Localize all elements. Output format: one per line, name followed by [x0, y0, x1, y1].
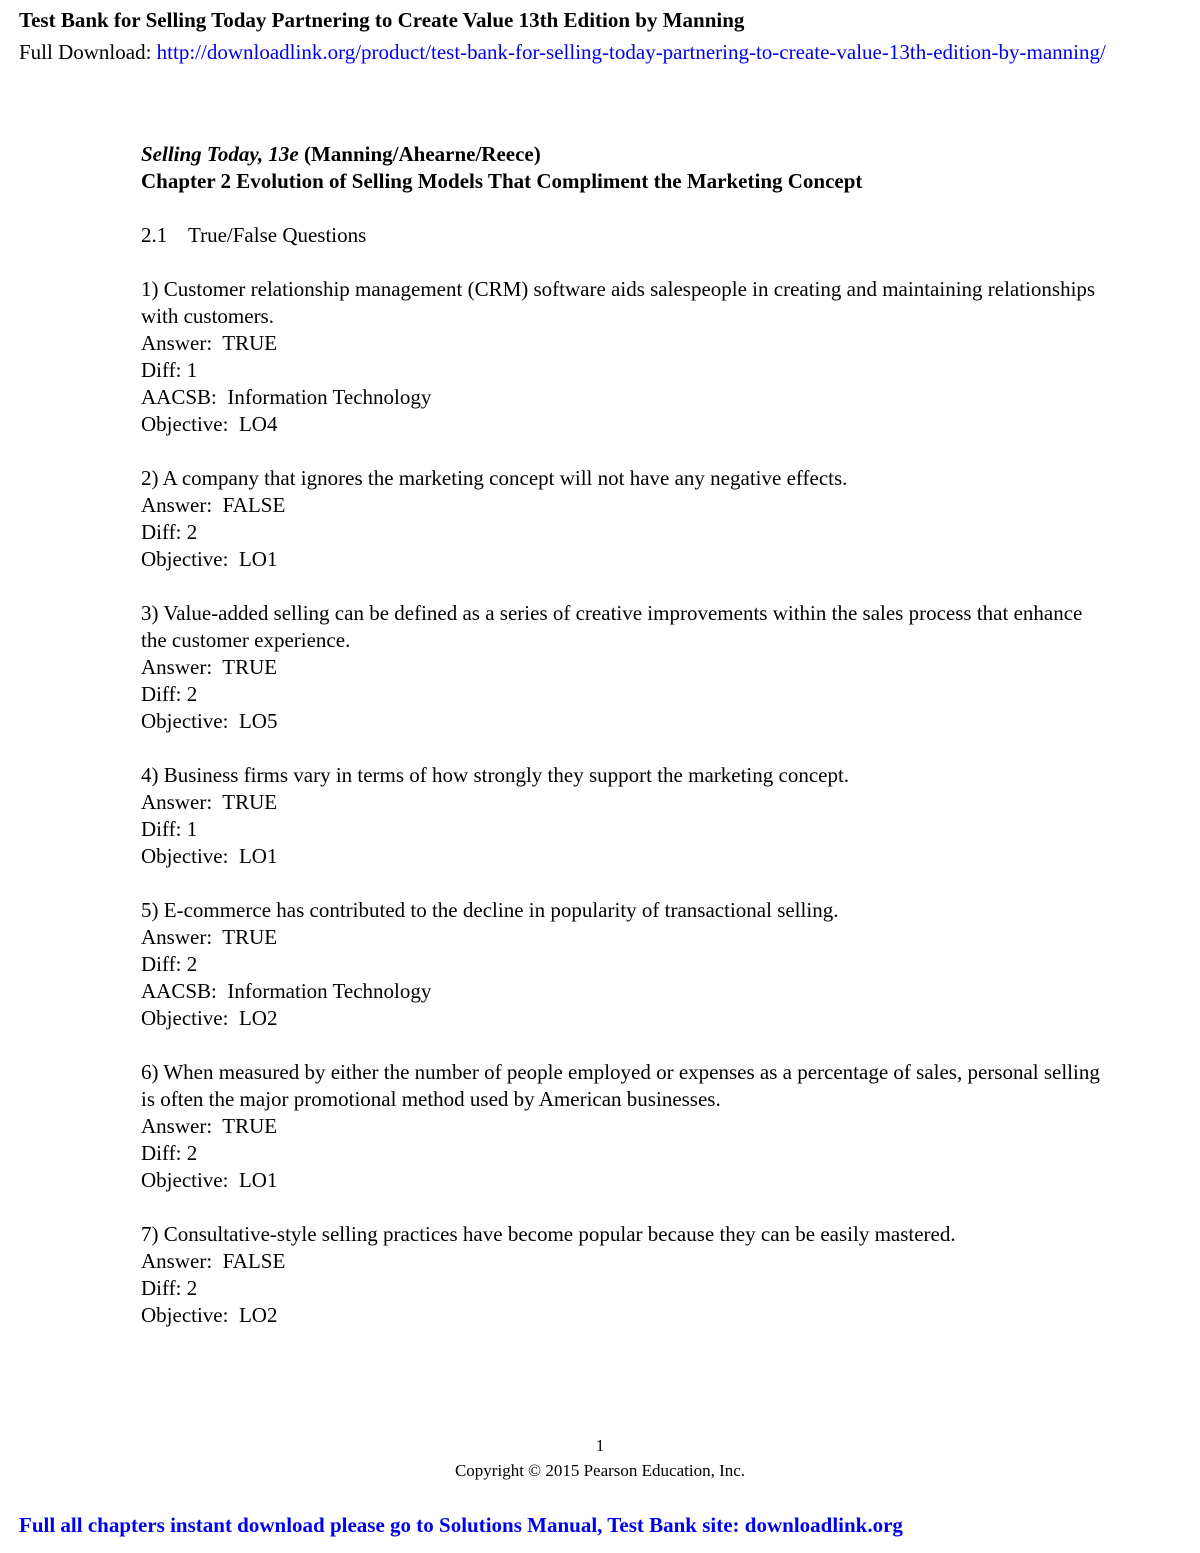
- question-objective: Objective: LO1: [141, 1168, 278, 1192]
- question-objective: Objective: LO5: [141, 709, 278, 733]
- download-label: Full Download:: [19, 40, 157, 64]
- question-difficulty: Diff: 2: [141, 1141, 198, 1165]
- document-header-title: Test Bank for Selling Today Partnering to Create Value 13th Edition by Manning: [19, 8, 745, 32]
- question-answer: Answer: TRUE: [141, 331, 278, 355]
- document-body: [141, 141, 1106, 1329]
- question-answer: Answer: FALSE: [141, 1249, 286, 1273]
- download-line: [19, 40, 1106, 65]
- book-title: [141, 141, 1101, 168]
- question-text: 3) Value-added selling can be defined as a series of creative improvements within the sales process that enhance the customer experience.: [141, 601, 1088, 652]
- question-text: 5) E-commerce has contributed to the decline in popularity of transactional selling.: [141, 898, 839, 922]
- question-text: 7) Consultative-style selling practices have become popular because they can be easily mastered.: [141, 1222, 956, 1246]
- section-title: [141, 222, 1101, 249]
- question-objective: Objective: LO2: [141, 1006, 278, 1030]
- question-item: [141, 600, 1101, 735]
- question-text: 2) A company that ignores the marketing concept will not have any negative effects.: [141, 466, 848, 490]
- question-difficulty: Diff: 2: [141, 1276, 198, 1300]
- question-difficulty: Diff: 2: [141, 520, 198, 544]
- book-authors: (Manning/Ahearne/Reece): [298, 142, 541, 166]
- question-text: 6) When measured by either the number of people employed or expenses as a percentage of sales, personal selling is often the major promotional method used by American businesses.: [141, 1060, 1106, 1111]
- question-answer: Answer: TRUE: [141, 925, 278, 949]
- question-item: [141, 897, 1101, 1032]
- question-answer: Answer: FALSE: [141, 493, 286, 517]
- question-item: [141, 465, 1101, 573]
- question-objective: Objective: LO1: [141, 844, 278, 868]
- question-difficulty: Diff: 2: [141, 952, 198, 976]
- question-objective: Objective: LO4: [141, 412, 278, 436]
- section-number: 2.1: [141, 223, 168, 247]
- question-aacsb: AACSB: Information Technology: [141, 385, 432, 409]
- question-text: 4) Business firms vary in terms of how strongly they support the marketing concept.: [141, 763, 850, 787]
- question-answer: Answer: TRUE: [141, 655, 278, 679]
- download-banner[interactable]: Full all chapters instant download please go to Solutions Manual, Test Bank site: downloadlink.org: [19, 1513, 903, 1537]
- chapter-title: Chapter 2 Evolution of Selling Models That Compliment the Marketing Concept: [141, 169, 863, 193]
- question-item: [141, 276, 1101, 438]
- question-answer: Answer: TRUE: [141, 1114, 278, 1138]
- question-difficulty: Diff: 1: [141, 817, 198, 841]
- question-objective: Objective: LO2: [141, 1303, 278, 1327]
- question-difficulty: Diff: 2: [141, 682, 198, 706]
- question-difficulty: Diff: 1: [141, 358, 198, 382]
- question-list: [141, 276, 1106, 1329]
- question-objective: Objective: LO1: [141, 547, 278, 571]
- question-aacsb: AACSB: Information Technology: [141, 979, 432, 1003]
- copyright-notice: Copyright © 2015 Pearson Education, Inc.: [454, 1461, 746, 1480]
- question-answer: Answer: TRUE: [141, 790, 278, 814]
- book-title-italic: Selling Today, 13e: [141, 142, 299, 166]
- question-text: 1) Customer relationship management (CRM) software aids salespeople in creating and maintaining relationships with customers.: [141, 277, 1101, 328]
- question-item: [141, 1059, 1106, 1194]
- question-item: [141, 1221, 1101, 1329]
- question-item: [141, 762, 1101, 870]
- section-label: True/False Questions: [188, 223, 367, 247]
- page-number: 1: [595, 1436, 605, 1455]
- download-link[interactable]: http://downloadlink.org/product/test-bank-for-selling-today-partnering-to-create-value-13th-edition-by-manning/: [156, 40, 1106, 64]
